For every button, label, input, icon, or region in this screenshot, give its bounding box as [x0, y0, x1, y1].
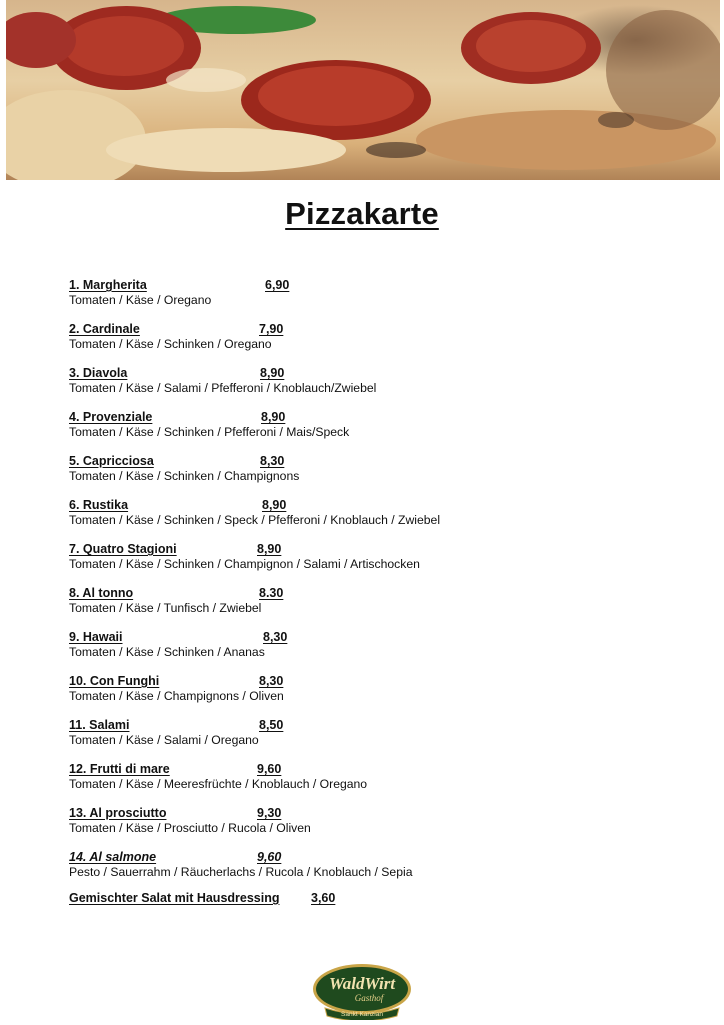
salad-item: [69, 891, 335, 905]
menu-item: [69, 409, 689, 453]
item-description: Tomaten / Käse / Prosciutto / Rucola / Oliven: [69, 821, 311, 835]
item-description: Tomaten / Käse / Schinken / Champignons: [69, 469, 300, 483]
item-name: 11. Salami: [69, 718, 130, 732]
item-price: 8,30: [259, 674, 284, 688]
item-name: 7. Quatro Stagioni: [69, 542, 177, 556]
menu-item: [69, 717, 689, 761]
item-price: 9,30: [257, 806, 282, 820]
item-description: Pesto / Sauerrahm / Räucherlachs / Rucola / Knoblauch / Sepia: [69, 865, 413, 879]
item-price: 8,90: [261, 410, 286, 424]
waldwirt-logo: [311, 962, 413, 1020]
item-description: Tomaten / Käse / Champignons / Oliven: [69, 689, 284, 703]
item-description: Tomaten / Käse / Schinken / Speck / Pfefferoni / Knoblauch / Zwiebel: [69, 513, 441, 527]
item-name: 5. Capricciosa: [69, 454, 154, 468]
menu-item: [69, 453, 689, 497]
item-description: Tomaten / Käse / Salami / Oregano: [69, 733, 259, 747]
item-description: Tomaten / Käse / Schinken / Pfefferoni / Mais/Speck: [69, 425, 350, 439]
pizza-menu-list: [69, 277, 689, 893]
item-name: 10. Con Funghi: [69, 674, 160, 688]
item-description: Tomaten / Käse / Oregano: [69, 293, 212, 307]
item-price: 9,60: [257, 850, 282, 864]
menu-item: [69, 497, 689, 541]
item-description: Tomaten / Käse / Tunfisch / Zwiebel: [69, 601, 262, 615]
item-price: 8,50: [259, 718, 284, 732]
menu-item: [69, 805, 689, 849]
page-title: Pizzakarte: [285, 196, 439, 231]
menu-item: [69, 673, 689, 717]
salad-price: 3,60: [311, 891, 336, 905]
item-description: Tomaten / Käse / Salami / Pfefferoni / Knoblauch/Zwiebel: [69, 381, 377, 395]
item-name: 4. Provenziale: [69, 410, 153, 424]
menu-item: [69, 629, 689, 673]
menu-item: [69, 761, 689, 805]
item-price: 8,30: [260, 454, 285, 468]
menu-item: [69, 365, 689, 409]
item-price: 7,90: [259, 322, 284, 336]
item-price: 8.30: [259, 586, 284, 600]
salad-name: Gemischter Salat mit Hausdressing: [69, 891, 280, 905]
pizza-hero-image: [6, 0, 720, 180]
menu-item: [69, 277, 689, 321]
item-name: 14. Al salmone: [69, 850, 157, 864]
menu-item: [69, 585, 689, 629]
item-name: 13. Al prosciutto: [69, 806, 167, 820]
pizza-illustration: [6, 0, 720, 180]
item-name: 3. Diavola: [69, 366, 128, 380]
item-description: Tomaten / Käse / Meeresfrüchte / Knoblauch / Oregano: [69, 777, 368, 791]
item-name: 8. Al tonno: [69, 586, 134, 600]
item-price: 9,60: [257, 762, 282, 776]
menu-item: [69, 849, 689, 893]
item-name: 1. Margherita: [69, 278, 147, 292]
item-price: 8,90: [262, 498, 287, 512]
item-name: 6. Rustika: [69, 498, 129, 512]
logo-brand: WaldWirt: [328, 974, 396, 993]
logo-place: Sankt Kanzian: [341, 1011, 383, 1018]
item-price: 6,90: [265, 278, 290, 292]
item-price: 8,30: [263, 630, 288, 644]
item-price: 8,90: [260, 366, 285, 380]
item-description: Tomaten / Käse / Schinken / Oregano: [69, 337, 272, 351]
menu-item: [69, 321, 689, 365]
menu-item: [69, 541, 689, 585]
item-description: Tomaten / Käse / Schinken / Ananas: [69, 645, 265, 659]
item-description: Tomaten / Käse / Schinken / Champignon / Salami / Artischocken: [69, 557, 420, 571]
item-name: 2. Cardinale: [69, 322, 140, 336]
logo-sub: Gasthof: [354, 993, 384, 1003]
item-name: 9. Hawaii: [69, 630, 123, 644]
item-price: 8,90: [257, 542, 282, 556]
item-name: 12. Frutti di mare: [69, 762, 170, 776]
